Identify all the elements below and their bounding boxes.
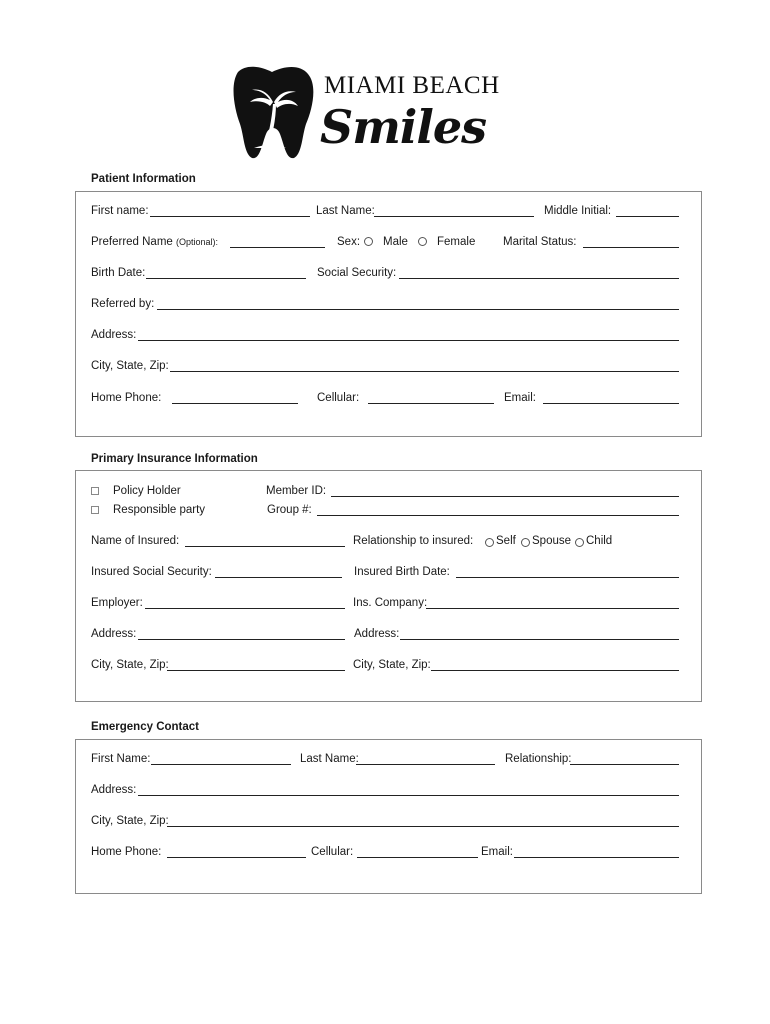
relationship-self-label: Self xyxy=(496,535,516,547)
insurance-csz-left-label: City, State, Zip: xyxy=(91,659,169,671)
logo-text-smiles: Smiles xyxy=(320,100,487,154)
emergency-section-title: Emergency Contact xyxy=(91,721,200,733)
insured-ss-label: Insured Social Security: xyxy=(91,566,212,578)
birth-date-field[interactable] xyxy=(146,278,306,279)
referred-by-label: Referred by: xyxy=(91,298,155,310)
city-state-zip-field[interactable] xyxy=(170,371,679,372)
emergency-cellular-field[interactable] xyxy=(357,857,478,858)
ins-company-field[interactable] xyxy=(426,608,679,609)
emergency-address-label: Address: xyxy=(91,784,137,796)
patient-section-box xyxy=(75,191,702,437)
cellular-label: Cellular: xyxy=(317,392,360,404)
insurance-address-right-label: Address: xyxy=(354,628,400,640)
emergency-city-state-zip-label: City, State, Zip: xyxy=(91,815,169,827)
insured-birth-date-label: Insured Birth Date: xyxy=(354,566,450,578)
first-name-field[interactable] xyxy=(150,216,310,217)
home-phone-label: Home Phone: xyxy=(91,392,162,404)
first-name-label: First name: xyxy=(91,205,149,217)
emergency-relationship-field[interactable] xyxy=(570,764,679,765)
optional-note: (Optional): xyxy=(176,237,219,247)
relationship-self-radio[interactable] xyxy=(485,538,494,547)
responsible-party-checkbox[interactable] xyxy=(91,506,99,514)
responsible-party-label: Responsible party xyxy=(113,504,206,516)
relationship-to-insured-label: Relationship to insured: xyxy=(353,535,474,547)
preferred-name-text: Preferred Name xyxy=(91,236,173,248)
address-field[interactable] xyxy=(138,340,679,341)
insurance-address-right-field[interactable] xyxy=(400,639,679,640)
emergency-cellular-label: Cellular: xyxy=(311,846,354,858)
address-label: Address: xyxy=(91,329,137,341)
insured-ss-field[interactable] xyxy=(215,577,342,578)
insurance-section-title: Primary Insurance Information xyxy=(91,453,258,465)
insurance-csz-right-field[interactable] xyxy=(431,670,679,671)
city-state-zip-label: City, State, Zip: xyxy=(91,360,169,372)
name-of-insured-label: Name of Insured: xyxy=(91,535,180,547)
patient-section-title: Patient Information xyxy=(91,173,196,185)
insured-birth-date-field[interactable] xyxy=(456,577,679,578)
emergency-city-state-zip-field[interactable] xyxy=(167,826,679,827)
sex-label: Sex: xyxy=(337,236,361,248)
emergency-address-field[interactable] xyxy=(138,795,679,796)
insurance-csz-left-field[interactable] xyxy=(167,670,345,671)
emergency-last-name-label: Last Name: xyxy=(300,753,359,765)
sex-male-radio[interactable] xyxy=(364,237,373,246)
last-name-label: Last Name: xyxy=(316,205,375,217)
relationship-child-radio[interactable] xyxy=(575,538,584,547)
email-label: Email: xyxy=(504,392,536,404)
middle-initial-label: Middle Initial: xyxy=(544,205,612,217)
middle-initial-field[interactable] xyxy=(616,216,679,217)
last-name-field[interactable] xyxy=(374,216,534,217)
group-label: Group #: xyxy=(267,504,312,516)
preferred-name-label xyxy=(91,235,218,249)
emergency-section-box xyxy=(75,739,702,894)
referred-by-field[interactable] xyxy=(157,309,679,310)
sex-male-label: Male xyxy=(383,236,408,248)
cellular-field[interactable] xyxy=(368,403,494,404)
tooth-palm-icon xyxy=(228,62,320,162)
relationship-spouse-label: Spouse xyxy=(532,535,572,547)
birth-date-label: Birth Date: xyxy=(91,267,146,279)
member-id-field[interactable] xyxy=(331,496,679,497)
name-of-insured-field[interactable] xyxy=(185,546,345,547)
policy-holder-checkbox[interactable] xyxy=(91,487,99,495)
relationship-spouse-radio[interactable] xyxy=(521,538,530,547)
emergency-email-label: Email: xyxy=(481,846,513,858)
employer-field[interactable] xyxy=(145,608,345,609)
sex-female-radio[interactable] xyxy=(418,237,427,246)
sex-female-label: Female xyxy=(437,236,476,248)
home-phone-field[interactable] xyxy=(172,403,298,404)
policy-holder-label: Policy Holder xyxy=(113,485,181,497)
marital-status-label: Marital Status: xyxy=(503,236,577,248)
relationship-child-label: Child xyxy=(586,535,613,547)
marital-status-field[interactable] xyxy=(583,247,679,248)
ins-company-label: Ins. Company: xyxy=(353,597,428,609)
member-id-label: Member ID: xyxy=(266,485,327,497)
emergency-home-phone-field[interactable] xyxy=(167,857,306,858)
insurance-address-left-field[interactable] xyxy=(138,639,345,640)
social-security-field[interactable] xyxy=(399,278,679,279)
insurance-csz-right-label: City, State, Zip: xyxy=(353,659,431,671)
emergency-first-name-label: First Name: xyxy=(91,753,151,765)
group-field[interactable] xyxy=(317,515,679,516)
employer-label: Employer: xyxy=(91,597,143,609)
logo xyxy=(228,62,503,162)
emergency-first-name-field[interactable] xyxy=(151,764,291,765)
email-field[interactable] xyxy=(543,403,679,404)
insurance-address-left-label: Address: xyxy=(91,628,137,640)
emergency-email-field[interactable] xyxy=(514,857,679,858)
preferred-name-field[interactable] xyxy=(230,247,325,248)
emergency-last-name-field[interactable] xyxy=(356,764,495,765)
emergency-relationship-label: Relationship: xyxy=(505,753,572,765)
social-security-label: Social Security: xyxy=(317,267,397,279)
logo-text-miami-beach: MIAMI BEACH xyxy=(324,72,500,99)
emergency-home-phone-label: Home Phone: xyxy=(91,846,162,858)
